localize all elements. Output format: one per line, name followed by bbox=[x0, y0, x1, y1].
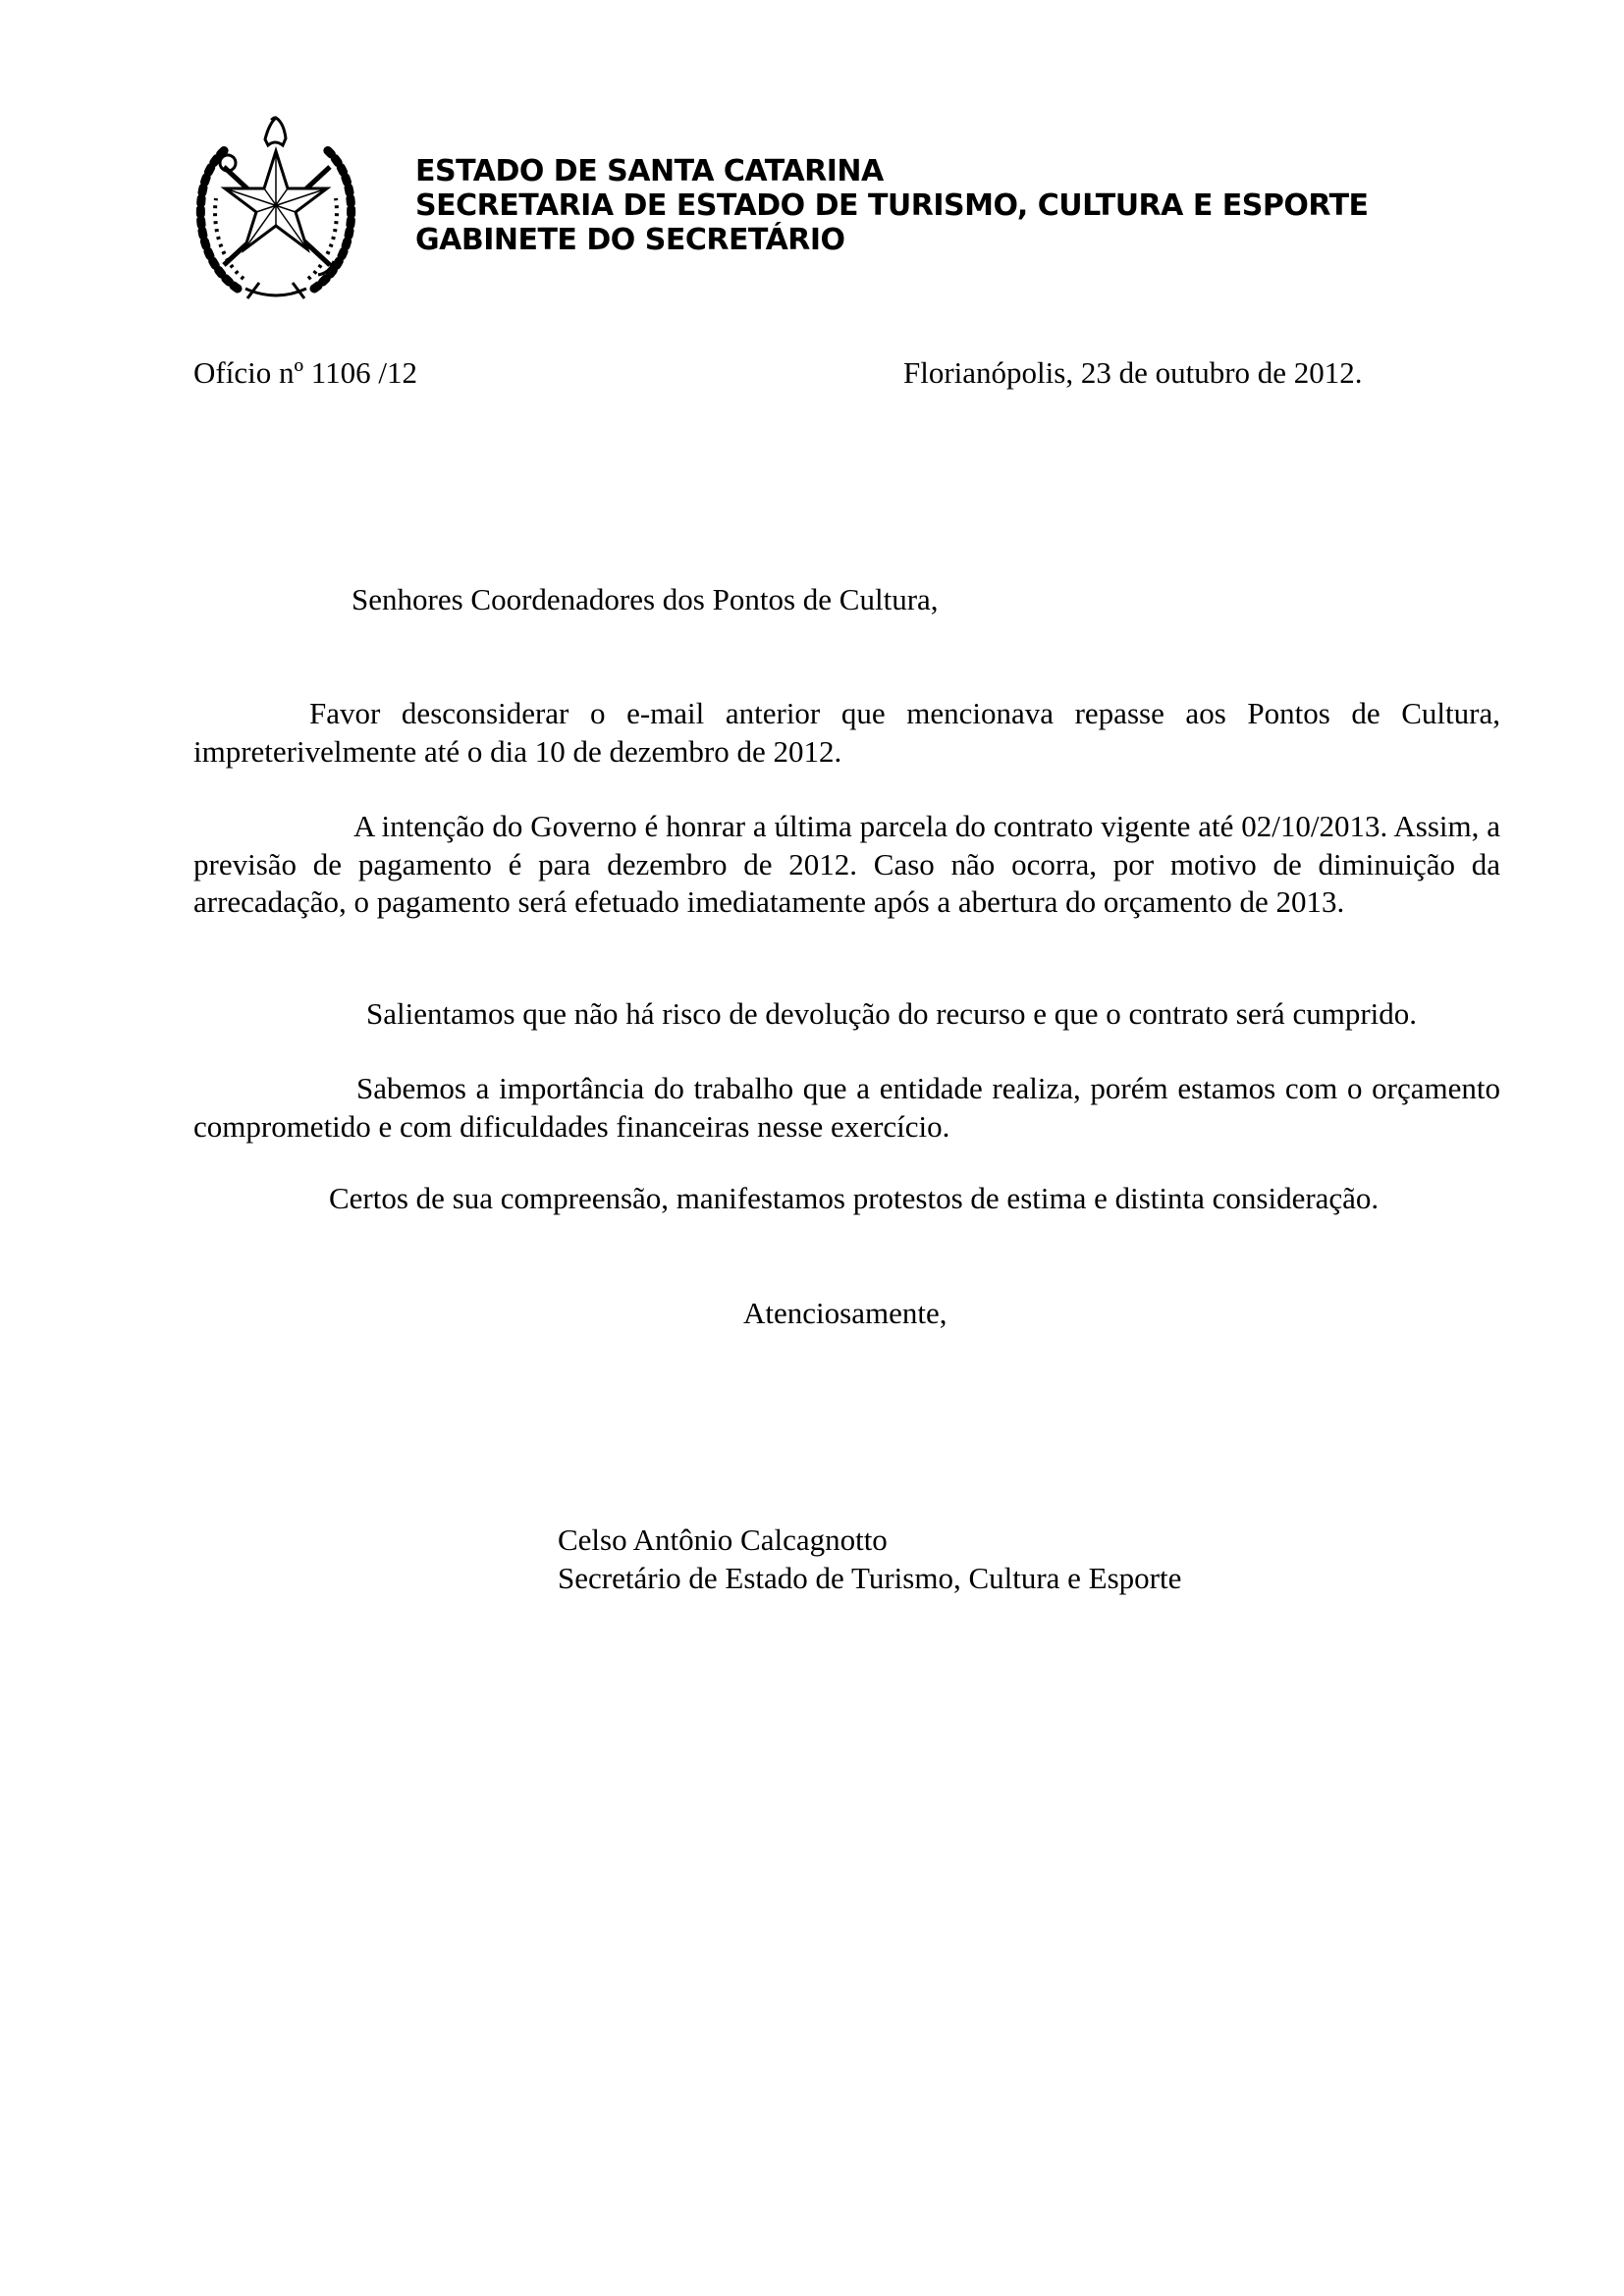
salutation: Senhores Coordenadores dos Pontos de Cultura, bbox=[352, 582, 939, 616]
signature-block bbox=[558, 1522, 1181, 1597]
signatory-title: Secretário de Estado de Turismo, Cultura e Esporte bbox=[558, 1560, 1182, 1595]
santa-catarina-coat-of-arms-icon bbox=[187, 110, 365, 302]
body-paragraph: Certos de sua compreensão, manifestamos protestos de estima e distinta consideração. bbox=[329, 1181, 1380, 1215]
letterhead-line-office: GABINETE DO SECRETÁRIO bbox=[415, 223, 845, 257]
letterhead-line-secretariat: SECRETARIA DE ESTADO DE TURISMO, CULTURA E ESPORTE bbox=[415, 188, 1369, 223]
body-paragraph: Salientamos que não há risco de devolução do recurso e que o contrato será cumprido. bbox=[366, 996, 1417, 1031]
closing-salutation: Atenciosamente, bbox=[743, 1296, 947, 1330]
signatory-name: Celso Antônio Calcagnotto bbox=[558, 1522, 888, 1557]
body-paragraph: A intenção do Governo é honrar a última parcela do contrato vigente até 02/10/2013. Assim, a previsão de pagamento é para dezembro de 2012. Caso não ocorra, por motivo de diminuição da arrecadação, o pagamento será efetuado imediatamente após a abertura do orçamento de 2013. bbox=[193, 809, 1500, 919]
letterhead bbox=[415, 154, 1369, 257]
oficio-reference: Ofício nº 1106 /12 bbox=[193, 355, 418, 390]
place-date-line: Florianópolis, 23 de outubro de 2012. bbox=[903, 355, 1363, 390]
body-paragraph: Sabemos a importância do trabalho que a entidade realiza, porém estamos com o orçamento comprometido e com dificuldades financeiras nesse exercício. bbox=[193, 1071, 1500, 1144]
letterhead-line-state: ESTADO DE SANTA CATARINA bbox=[415, 154, 884, 188]
body-paragraph: Favor desconsiderar o e-mail anterior que mencionava repasse aos Pontos de Cultura, impreterivelmente até o dia 10 de dezembro de 2012. bbox=[193, 696, 1500, 769]
